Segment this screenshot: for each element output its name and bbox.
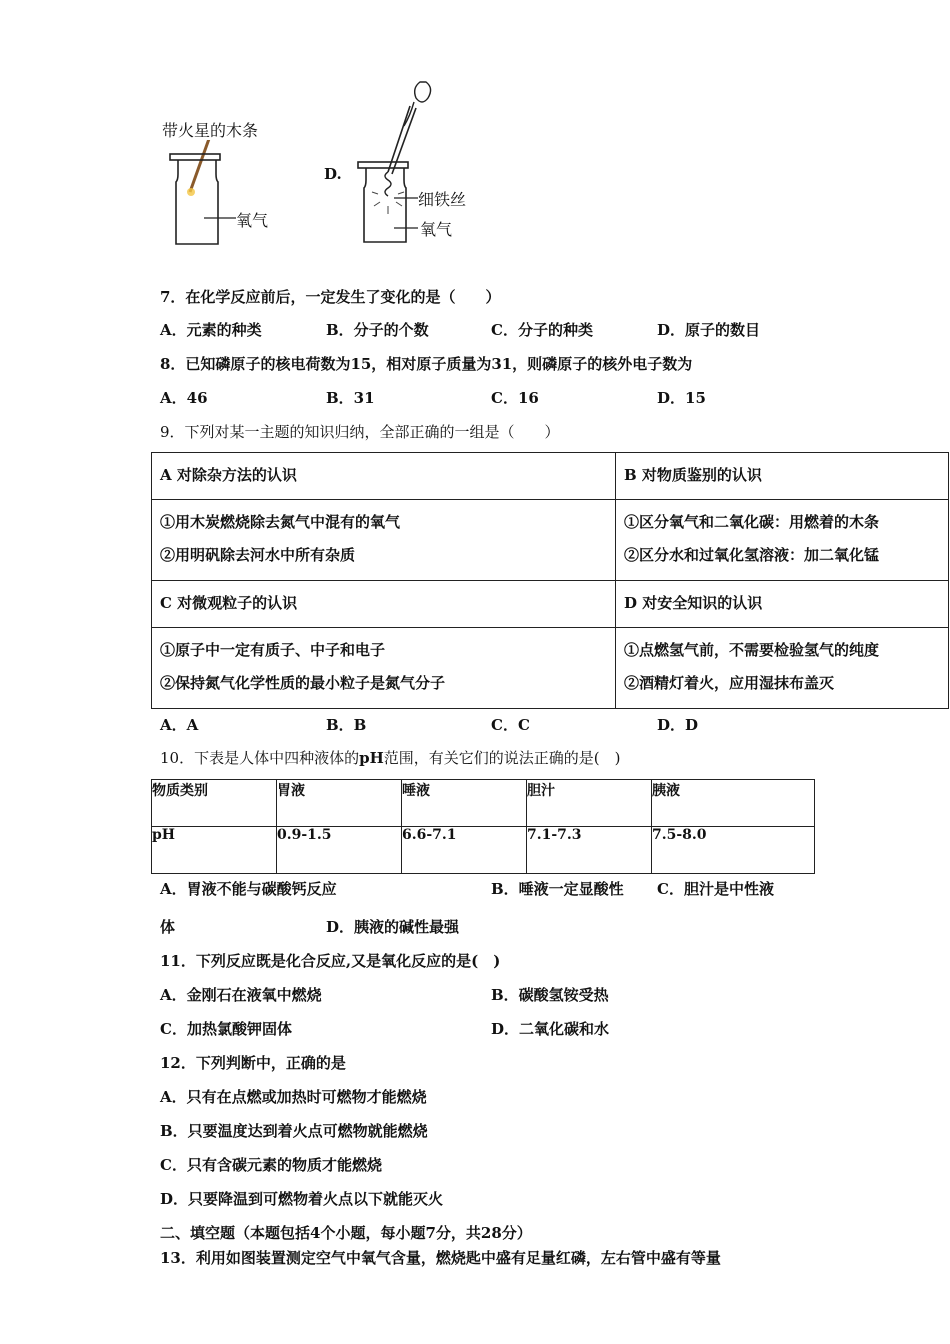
q10-value-pancreatic: 7.5-8.0 [652,827,815,874]
q10-stem: 10．下表是人体中四种液体的pH范围，有关它们的说法正确的是( ) [160,749,621,767]
q7-option-c: C．分子的种类 [491,321,593,339]
q10-value-bile: 7.1-7.3 [527,827,652,874]
q11-option-b: B．碳酸氢铵受热 [491,986,609,1004]
q10-option-b: B．唾液一定显酸性 [491,880,624,898]
q11-option-a: A．金刚石在液氧中燃烧 [160,986,322,1004]
q10-option-c-wrap: 体 [160,918,176,936]
q10-header-gastric: 胃液 [277,780,402,827]
left-bottle-diagram [160,140,270,252]
q9-option-b: B．B [326,716,367,734]
q9-cell-a-title: A 对除杂方法的认识 [152,453,616,500]
q8-option-b: B．31 [326,389,375,407]
figure-option-d: D. [324,165,342,183]
q10-ph-table [151,779,815,874]
q10-header-category: 物质类别 [152,780,277,827]
q12-option-d: D．只要降温到可燃物着火点以下就能灭火 [160,1190,444,1208]
q8-stem: 8．已知磷原子的核电荷数为15，相对原子质量为31，则磷原子的核外电子数为 [160,355,693,373]
q11-option-c: C．加热氯酸钾固体 [160,1020,292,1038]
q8-option-c: C．16 [491,389,539,407]
q9-cell-d-title: D 对安全知识的认识 [616,581,949,628]
q9-knowledge-table [151,452,949,709]
q7-option-b: B．分子的个数 [326,321,429,339]
q9-cell-b-title: B 对物质鉴别的认识 [616,453,949,500]
q8-option-a: A．46 [160,389,208,407]
q10-header-bile: 胆汁 [527,780,652,827]
q12-option-b: B．只要温度达到着火点可燃物就能燃烧 [160,1122,428,1140]
q10-value-saliva: 6.6-7.1 [402,827,527,874]
q9-stem: 9．下列对某一主题的知识归纳，全部正确的一组是（ ） [160,423,560,441]
q10-option-c: C．胆汁是中性液 [657,880,774,898]
q11-option-d: D．二氧化碳和水 [491,1020,610,1038]
q9-option-a: A．A [160,716,199,734]
right-oxygen-label: 氧气 [420,220,453,239]
left-oxygen-label: 氧气 [236,211,269,230]
q10-option-d: D．胰液的碱性最强 [326,918,460,936]
q9-cell-c-items: ①原子中一定有质子、中子和电子 ②保持氮气化学性质的最小粒子是氮气分子 [152,628,616,709]
q11-stem: 11．下列反应既是化合反应,又是氧化反应的是( ) [160,952,501,970]
q10-value-gastric: 0.9-1.5 [277,827,402,874]
q10-option-a: A．胃液不能与碳酸钙反应 [160,880,337,898]
q9-cell-c-title: C 对微观粒子的认识 [152,581,616,628]
q7-option-d: D．原子的数目 [657,321,761,339]
q9-cell-d-items: ①点燃氢气前，不需要检验氢气的纯度 ②酒精灯着火，应用湿抹布盖灭 [616,628,949,709]
q9-option-c: C．C [491,716,530,734]
glowing-splint-label: 带火星的木条 [162,121,259,140]
q13-stem: 13．利用如图装置测定空气中氧气含量，燃烧匙中盛有足量红磷，左右管中盛有等量 [160,1249,721,1267]
q12-stem: 12．下列判断中，正确的是 [160,1054,346,1072]
q9-cell-a-items: ①用木炭燃烧除去氮气中混有的氧气 ②用明矾除去河水中所有杂质 [152,500,616,581]
q9-option-d: D．D [657,716,699,734]
q8-option-d: D．15 [657,389,706,407]
iron-wire-label: 细铁丝 [418,190,467,209]
q7-option-a: A．元素的种类 [160,321,262,339]
q7-stem: 7．在化学反应前后，一定发生了变化的是（ ） [160,288,501,306]
q10-header-saliva: 唾液 [402,780,527,827]
q12-option-c: C．只有含碳元素的物质才能燃烧 [160,1156,382,1174]
q12-option-a: A．只有在点燃或加热时可燃物才能燃烧 [160,1088,427,1106]
q9-cell-b-items: ①区分氧气和二氧化碳：用燃着的木条 ②区分水和过氧化氢溶液：加二氧化锰 [616,500,949,581]
q10-row-label: pH [152,827,277,874]
q10-header-pancreatic: 胰液 [652,780,815,827]
section-2-heading: 二、填空题（本题包括4个小题，每小题7分，共28分） [160,1224,532,1242]
